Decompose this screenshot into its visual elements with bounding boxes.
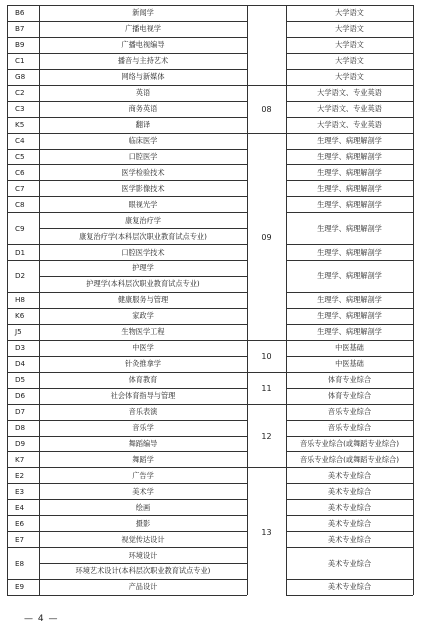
major-name-line: 口腔医学技术 bbox=[121, 247, 165, 257]
table-row bbox=[7, 404, 413, 420]
table-row bbox=[7, 467, 413, 483]
major-code: E7 bbox=[15, 534, 25, 544]
exam-subjects: 生理学、病理解剖学 bbox=[317, 327, 382, 337]
table-row bbox=[7, 451, 413, 467]
major-name-line: 舞蹈学 bbox=[132, 454, 154, 464]
major-name-line: 体育教育 bbox=[128, 375, 158, 385]
exam-subjects: 生理学、病理解剖学 bbox=[317, 295, 382, 305]
exam-subjects: 生理学、病理解剖学 bbox=[317, 151, 382, 161]
major-name bbox=[39, 37, 247, 53]
major-name bbox=[39, 436, 247, 452]
major-code: D3 bbox=[15, 343, 26, 353]
major-name-line: 商务英语 bbox=[128, 104, 158, 114]
group-code: 09 bbox=[247, 133, 286, 341]
major-code: C1 bbox=[15, 56, 25, 66]
major-name-line: 音乐学 bbox=[132, 422, 154, 432]
major-code: C6 bbox=[15, 167, 25, 177]
group-code: 10 bbox=[247, 340, 286, 373]
major-code: D2 bbox=[15, 271, 26, 281]
major-name bbox=[39, 324, 247, 340]
table-row bbox=[7, 515, 413, 531]
majors-table bbox=[7, 5, 413, 595]
table-row bbox=[7, 37, 413, 53]
major-code: G8 bbox=[15, 72, 26, 82]
major-code: K5 bbox=[15, 119, 25, 129]
major-name bbox=[39, 308, 247, 324]
major-name-line: 环境艺术设计(本科层次职业教育试点专业) bbox=[75, 566, 211, 576]
major-name-line: 针灸推拿学 bbox=[125, 359, 161, 369]
table-row bbox=[7, 53, 413, 69]
major-name-line: 医学检验技术 bbox=[121, 167, 165, 177]
major-name-line: 口腔医学 bbox=[128, 151, 158, 161]
major-name-line: 美术学 bbox=[132, 486, 154, 496]
major-name bbox=[39, 356, 247, 372]
major-name bbox=[39, 292, 247, 308]
major-name-line: 广播电视学 bbox=[125, 24, 161, 34]
major-name bbox=[39, 404, 247, 420]
major-name-line: 护理学 bbox=[132, 263, 154, 273]
exam-subjects: 生理学、病理解剖学 bbox=[317, 247, 382, 257]
major-name bbox=[39, 260, 247, 292]
exam-subjects: 美术专业综合 bbox=[327, 486, 372, 496]
major-name-line: 生物医学工程 bbox=[121, 327, 165, 337]
major-name bbox=[39, 499, 247, 515]
major-name-line: 临床医学 bbox=[128, 135, 158, 145]
table-row bbox=[7, 196, 413, 212]
table-row bbox=[7, 483, 413, 499]
table-row bbox=[7, 356, 413, 372]
major-name bbox=[39, 340, 247, 356]
major-name-line: 绘画 bbox=[135, 502, 151, 512]
group-code bbox=[247, 5, 286, 86]
exam-subjects: 生理学、病理解剖学 bbox=[317, 199, 382, 209]
table-row bbox=[7, 436, 413, 452]
major-name bbox=[39, 117, 247, 133]
table-row bbox=[7, 149, 413, 165]
major-name bbox=[39, 547, 247, 579]
major-name bbox=[39, 180, 247, 196]
group-code: 11 bbox=[247, 372, 286, 405]
exam-subjects: 美术专业综合 bbox=[327, 502, 372, 512]
table-row bbox=[7, 388, 413, 404]
major-code: B9 bbox=[15, 40, 25, 50]
major-name-line: 中医学 bbox=[132, 343, 154, 353]
exam-subjects: 音乐专业综合 bbox=[327, 407, 372, 416]
major-code: C7 bbox=[15, 183, 25, 193]
major-name-line: 康复治疗学(本科层次职业教育试点专业) bbox=[79, 231, 207, 241]
major-code: E6 bbox=[15, 518, 25, 528]
major-name-line: 音乐表演 bbox=[128, 407, 158, 416]
table-row bbox=[7, 324, 413, 340]
major-code: E2 bbox=[15, 470, 25, 480]
major-code: D9 bbox=[15, 438, 26, 448]
major-name-line: 广播电视编导 bbox=[121, 40, 165, 50]
table-row bbox=[7, 180, 413, 196]
exam-subjects: 生理学、病理解剖学 bbox=[317, 167, 382, 177]
table-row bbox=[7, 21, 413, 37]
major-name bbox=[39, 388, 247, 404]
table-row bbox=[7, 531, 413, 547]
table-row bbox=[7, 5, 413, 21]
exam-subjects: 美术专业综合 bbox=[327, 518, 372, 528]
major-name-line: 社会体育指导与管理 bbox=[110, 391, 176, 401]
exam-subjects: 大学语文、专业英语 bbox=[317, 88, 382, 98]
major-name-line: 眼视光学 bbox=[128, 199, 158, 209]
major-name-line: 环境设计 bbox=[128, 550, 158, 560]
exam-subjects: 生理学、病理解剖学 bbox=[317, 183, 382, 193]
major-name bbox=[39, 244, 247, 260]
major-code: D8 bbox=[15, 422, 26, 432]
table-row bbox=[7, 420, 413, 436]
exam-subjects: 大学语文 bbox=[335, 24, 364, 34]
major-name bbox=[39, 21, 247, 37]
table-row bbox=[7, 372, 413, 388]
major-name-line: 产品设计 bbox=[128, 582, 158, 592]
major-code: C4 bbox=[15, 135, 25, 145]
exam-subjects: 大学语文 bbox=[335, 72, 364, 82]
major-code: B7 bbox=[15, 24, 25, 34]
exam-subjects: 大学语文 bbox=[335, 56, 364, 66]
table-row bbox=[7, 340, 413, 356]
group-code: 13 bbox=[247, 467, 286, 596]
exam-subjects: 大学语文 bbox=[335, 40, 364, 50]
exam-subjects: 音乐专业综合 bbox=[327, 422, 372, 432]
exam-subjects: 生理学、病理解剖学 bbox=[317, 135, 382, 145]
major-code: E9 bbox=[15, 582, 25, 592]
major-code: C3 bbox=[15, 104, 25, 114]
page-number: — 4 — bbox=[24, 614, 59, 624]
table-row bbox=[7, 101, 413, 117]
major-name-line: 广告学 bbox=[132, 470, 154, 480]
group-code: 08 bbox=[247, 85, 286, 134]
table-row bbox=[7, 117, 413, 133]
major-name-line: 家政学 bbox=[132, 311, 154, 321]
table-row bbox=[7, 244, 413, 260]
major-name-line: 新闻学 bbox=[132, 8, 154, 18]
major-name bbox=[39, 483, 247, 499]
major-name-line: 舞蹈编导 bbox=[128, 438, 158, 448]
major-code: C9 bbox=[15, 223, 25, 233]
exam-subjects: 大学语文、专业英语 bbox=[317, 119, 382, 129]
table-row bbox=[7, 292, 413, 308]
major-code: B6 bbox=[15, 8, 25, 18]
major-code: K7 bbox=[15, 454, 25, 464]
table-row bbox=[7, 260, 413, 292]
exam-subjects: 体育专业综合 bbox=[327, 391, 372, 401]
major-code: D1 bbox=[15, 247, 26, 257]
major-name-line: 护理学(本科层次职业教育试点专业) bbox=[86, 279, 200, 289]
major-name bbox=[39, 133, 247, 149]
major-name bbox=[39, 515, 247, 531]
major-name bbox=[39, 69, 247, 85]
major-name bbox=[39, 164, 247, 180]
table-row bbox=[7, 499, 413, 515]
major-name bbox=[39, 531, 247, 547]
major-name-line: 健康服务与管理 bbox=[117, 295, 169, 305]
exam-subjects: 美术专业综合 bbox=[327, 470, 372, 480]
table-row bbox=[7, 69, 413, 85]
table-row bbox=[7, 212, 413, 244]
major-code: D5 bbox=[15, 375, 26, 385]
major-name-line: 播音与主持艺术 bbox=[117, 56, 169, 66]
exam-subjects: 美术专业综合 bbox=[327, 534, 372, 544]
major-code: J5 bbox=[15, 327, 22, 337]
major-name-line: 医学影像技术 bbox=[121, 183, 165, 193]
major-name bbox=[39, 372, 247, 388]
major-code: E3 bbox=[15, 486, 25, 496]
major-name bbox=[39, 196, 247, 212]
major-name bbox=[39, 85, 247, 101]
major-code: C5 bbox=[15, 151, 25, 161]
table-row bbox=[7, 164, 413, 180]
exam-subjects: 中医基础 bbox=[335, 343, 364, 353]
major-name-line: 翻译 bbox=[135, 119, 151, 129]
major-name-line: 英语 bbox=[135, 88, 151, 98]
exam-subjects: 生理学、病理解剖学 bbox=[317, 223, 382, 233]
exam-subjects: 体育专业综合 bbox=[327, 375, 372, 385]
major-code: D7 bbox=[15, 407, 26, 416]
major-code: K6 bbox=[15, 311, 25, 321]
major-code: E4 bbox=[15, 502, 25, 512]
major-name-line: 网络与新媒体 bbox=[121, 72, 165, 82]
table-row bbox=[7, 133, 413, 149]
major-name-line: 视觉传达设计 bbox=[121, 534, 165, 544]
major-code: C2 bbox=[15, 88, 25, 98]
exam-subjects: 中医基础 bbox=[335, 359, 364, 369]
major-name-line: 摄影 bbox=[135, 518, 151, 528]
major-name bbox=[39, 53, 247, 69]
exam-subjects: 生理学、病理解剖学 bbox=[317, 271, 382, 281]
major-name bbox=[39, 467, 247, 483]
table-row bbox=[7, 85, 413, 101]
major-name bbox=[39, 451, 247, 467]
major-name bbox=[39, 149, 247, 165]
exam-subjects: 美术专业综合 bbox=[327, 582, 372, 592]
exam-subjects: 大学语文 bbox=[335, 8, 364, 18]
exam-subjects: 美术专业综合 bbox=[327, 558, 372, 568]
major-name bbox=[39, 5, 247, 21]
table-row bbox=[7, 547, 413, 579]
exam-subjects: 生理学、病理解剖学 bbox=[317, 311, 382, 321]
table-row bbox=[7, 308, 413, 324]
exam-subjects: 大学语文、专业英语 bbox=[317, 104, 382, 114]
major-code: D6 bbox=[15, 391, 26, 401]
major-code: C8 bbox=[15, 199, 25, 209]
major-name bbox=[39, 579, 247, 595]
major-name bbox=[39, 420, 247, 436]
exam-subjects: 音乐专业综合(或舞蹈专业综合) bbox=[299, 454, 400, 464]
exam-subjects: 音乐专业综合(或舞蹈专业综合) bbox=[299, 438, 400, 448]
major-name-line: 康复治疗学 bbox=[125, 215, 161, 225]
major-code: H8 bbox=[15, 295, 25, 305]
table-row bbox=[7, 579, 413, 595]
group-code: 12 bbox=[247, 404, 286, 469]
major-code: E8 bbox=[15, 558, 25, 568]
major-code: D4 bbox=[15, 359, 26, 369]
major-name bbox=[39, 101, 247, 117]
major-name bbox=[39, 212, 247, 244]
